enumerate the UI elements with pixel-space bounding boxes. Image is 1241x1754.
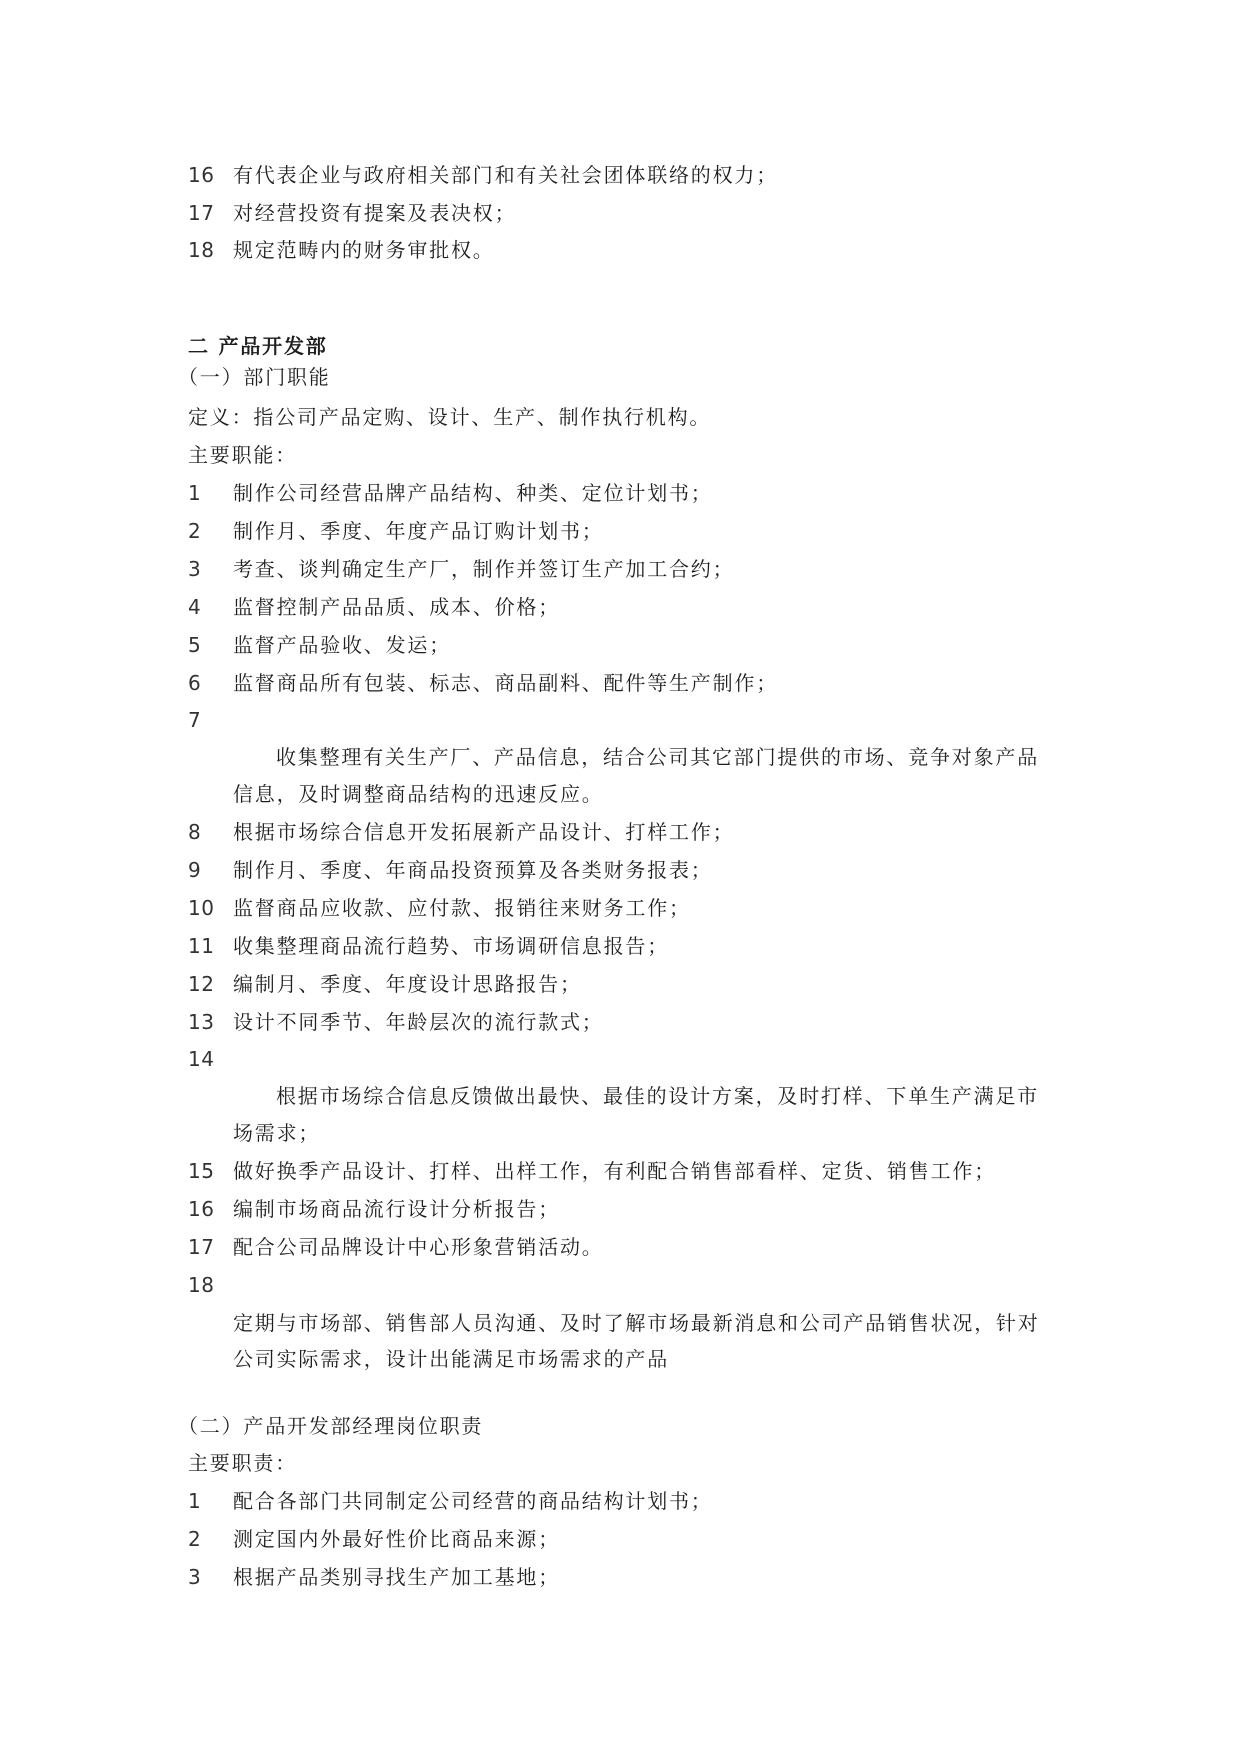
item-number: 9: [188, 858, 202, 882]
item-text-line: 场需求；: [233, 1121, 321, 1145]
item-number: 3: [188, 557, 202, 581]
item-text: 监督控制产品品质、成本、价格；: [233, 595, 560, 619]
item-number: 18: [188, 1273, 215, 1297]
item-text: 制作月、季度、年商品投资预算及各类财务报表；: [233, 858, 713, 882]
item-text-line: 收集整理有关生产厂、产品信息，结合公司其它部门提供的市场、竞争对象产品: [276, 745, 1039, 769]
item-number: 7: [188, 708, 202, 732]
item-number: 4: [188, 595, 202, 619]
item-text: 编制月、季度、年度设计思路报告；: [233, 972, 582, 996]
item-text: 监督产品验收、发运；: [233, 633, 451, 657]
functions-list-title: 主要职能：: [188, 443, 297, 467]
item-text: 考查、谈判确定生产厂，制作并签订生产加工合约；: [233, 557, 735, 581]
section-heading: 二 产品开发部: [188, 334, 328, 358]
item-number: 2: [188, 519, 202, 543]
item-text-line: 公司实际需求，设计出能满足市场需求的产品: [233, 1347, 669, 1371]
item-number: 10: [188, 896, 215, 920]
item-text-line: 信息，及时调整商品结构的迅速反应。: [233, 782, 604, 806]
manager-list-title: 主要职责：: [188, 1451, 297, 1475]
functions-subheading: （一）部门职能: [178, 365, 331, 389]
item-number: 6: [188, 671, 202, 695]
item-text: 监督商品应收款、应付款、报销往来财务工作；: [233, 896, 691, 920]
item-number: 5: [188, 633, 202, 657]
item-text: 有代表企业与政府相关部门和有关社会团体联络的权力；: [233, 163, 778, 187]
item-text-line: 定期与市场部、销售部人员沟通、及时了解市场最新消息和公司产品销售状况，针对: [233, 1311, 1040, 1335]
item-text: 设计不同季节、年龄层次的流行款式；: [233, 1010, 604, 1034]
item-number: 13: [188, 1010, 215, 1034]
item-text: 做好换季产品设计、打样、出样工作，有利配合销售部看样、定货、销售工作；: [233, 1159, 996, 1183]
manager-subheading: （二）产品开发部经理岗位职责: [178, 1414, 484, 1438]
item-number: 14: [188, 1047, 215, 1071]
item-text: 规定范畴内的财务审批权。: [233, 238, 495, 262]
item-number: 16: [188, 163, 215, 187]
item-text: 编制市场商品流行设计分析报告；: [233, 1197, 560, 1221]
definition-text: 定义：指公司产品定购、设计、生产、制作执行机构。: [188, 405, 712, 429]
item-number: 1: [188, 1489, 202, 1513]
item-text-line: 根据市场综合信息反馈做出最快、最佳的设计方案，及时打样、下单生产满足市: [276, 1084, 1039, 1108]
item-text: 制作公司经营品牌产品结构、种类、定位计划书；: [233, 481, 713, 505]
item-number: 8: [188, 820, 202, 844]
item-text: 对经营投资有提案及表决权；: [233, 201, 517, 225]
item-text: 收集整理商品流行趋势、市场调研信息报告；: [233, 934, 669, 958]
item-text: 制作月、季度、年度产品订购计划书；: [233, 519, 604, 543]
item-number: 11: [188, 934, 215, 958]
item-number: 18: [188, 238, 215, 262]
item-number: 17: [188, 201, 215, 225]
item-number: 17: [188, 1235, 215, 1259]
item-text: 配合公司品牌设计中心形象营销活动。: [233, 1235, 604, 1259]
item-text: 监督商品所有包装、标志、商品副料、配件等生产制作；: [233, 671, 778, 695]
item-text: 测定国内外最好性价比商品来源；: [233, 1527, 560, 1551]
item-number: 16: [188, 1197, 215, 1221]
item-number: 12: [188, 972, 215, 996]
item-text: 配合各部门共同制定公司经营的商品结构计划书；: [233, 1489, 713, 1513]
item-number: 2: [188, 1527, 202, 1551]
item-number: 3: [188, 1565, 202, 1589]
item-text: 根据市场综合信息开发拓展新产品设计、打样工作；: [233, 820, 735, 844]
item-number: 15: [188, 1159, 215, 1183]
item-text: 根据产品类别寻找生产加工基地；: [233, 1565, 560, 1589]
item-number: 1: [188, 481, 202, 505]
